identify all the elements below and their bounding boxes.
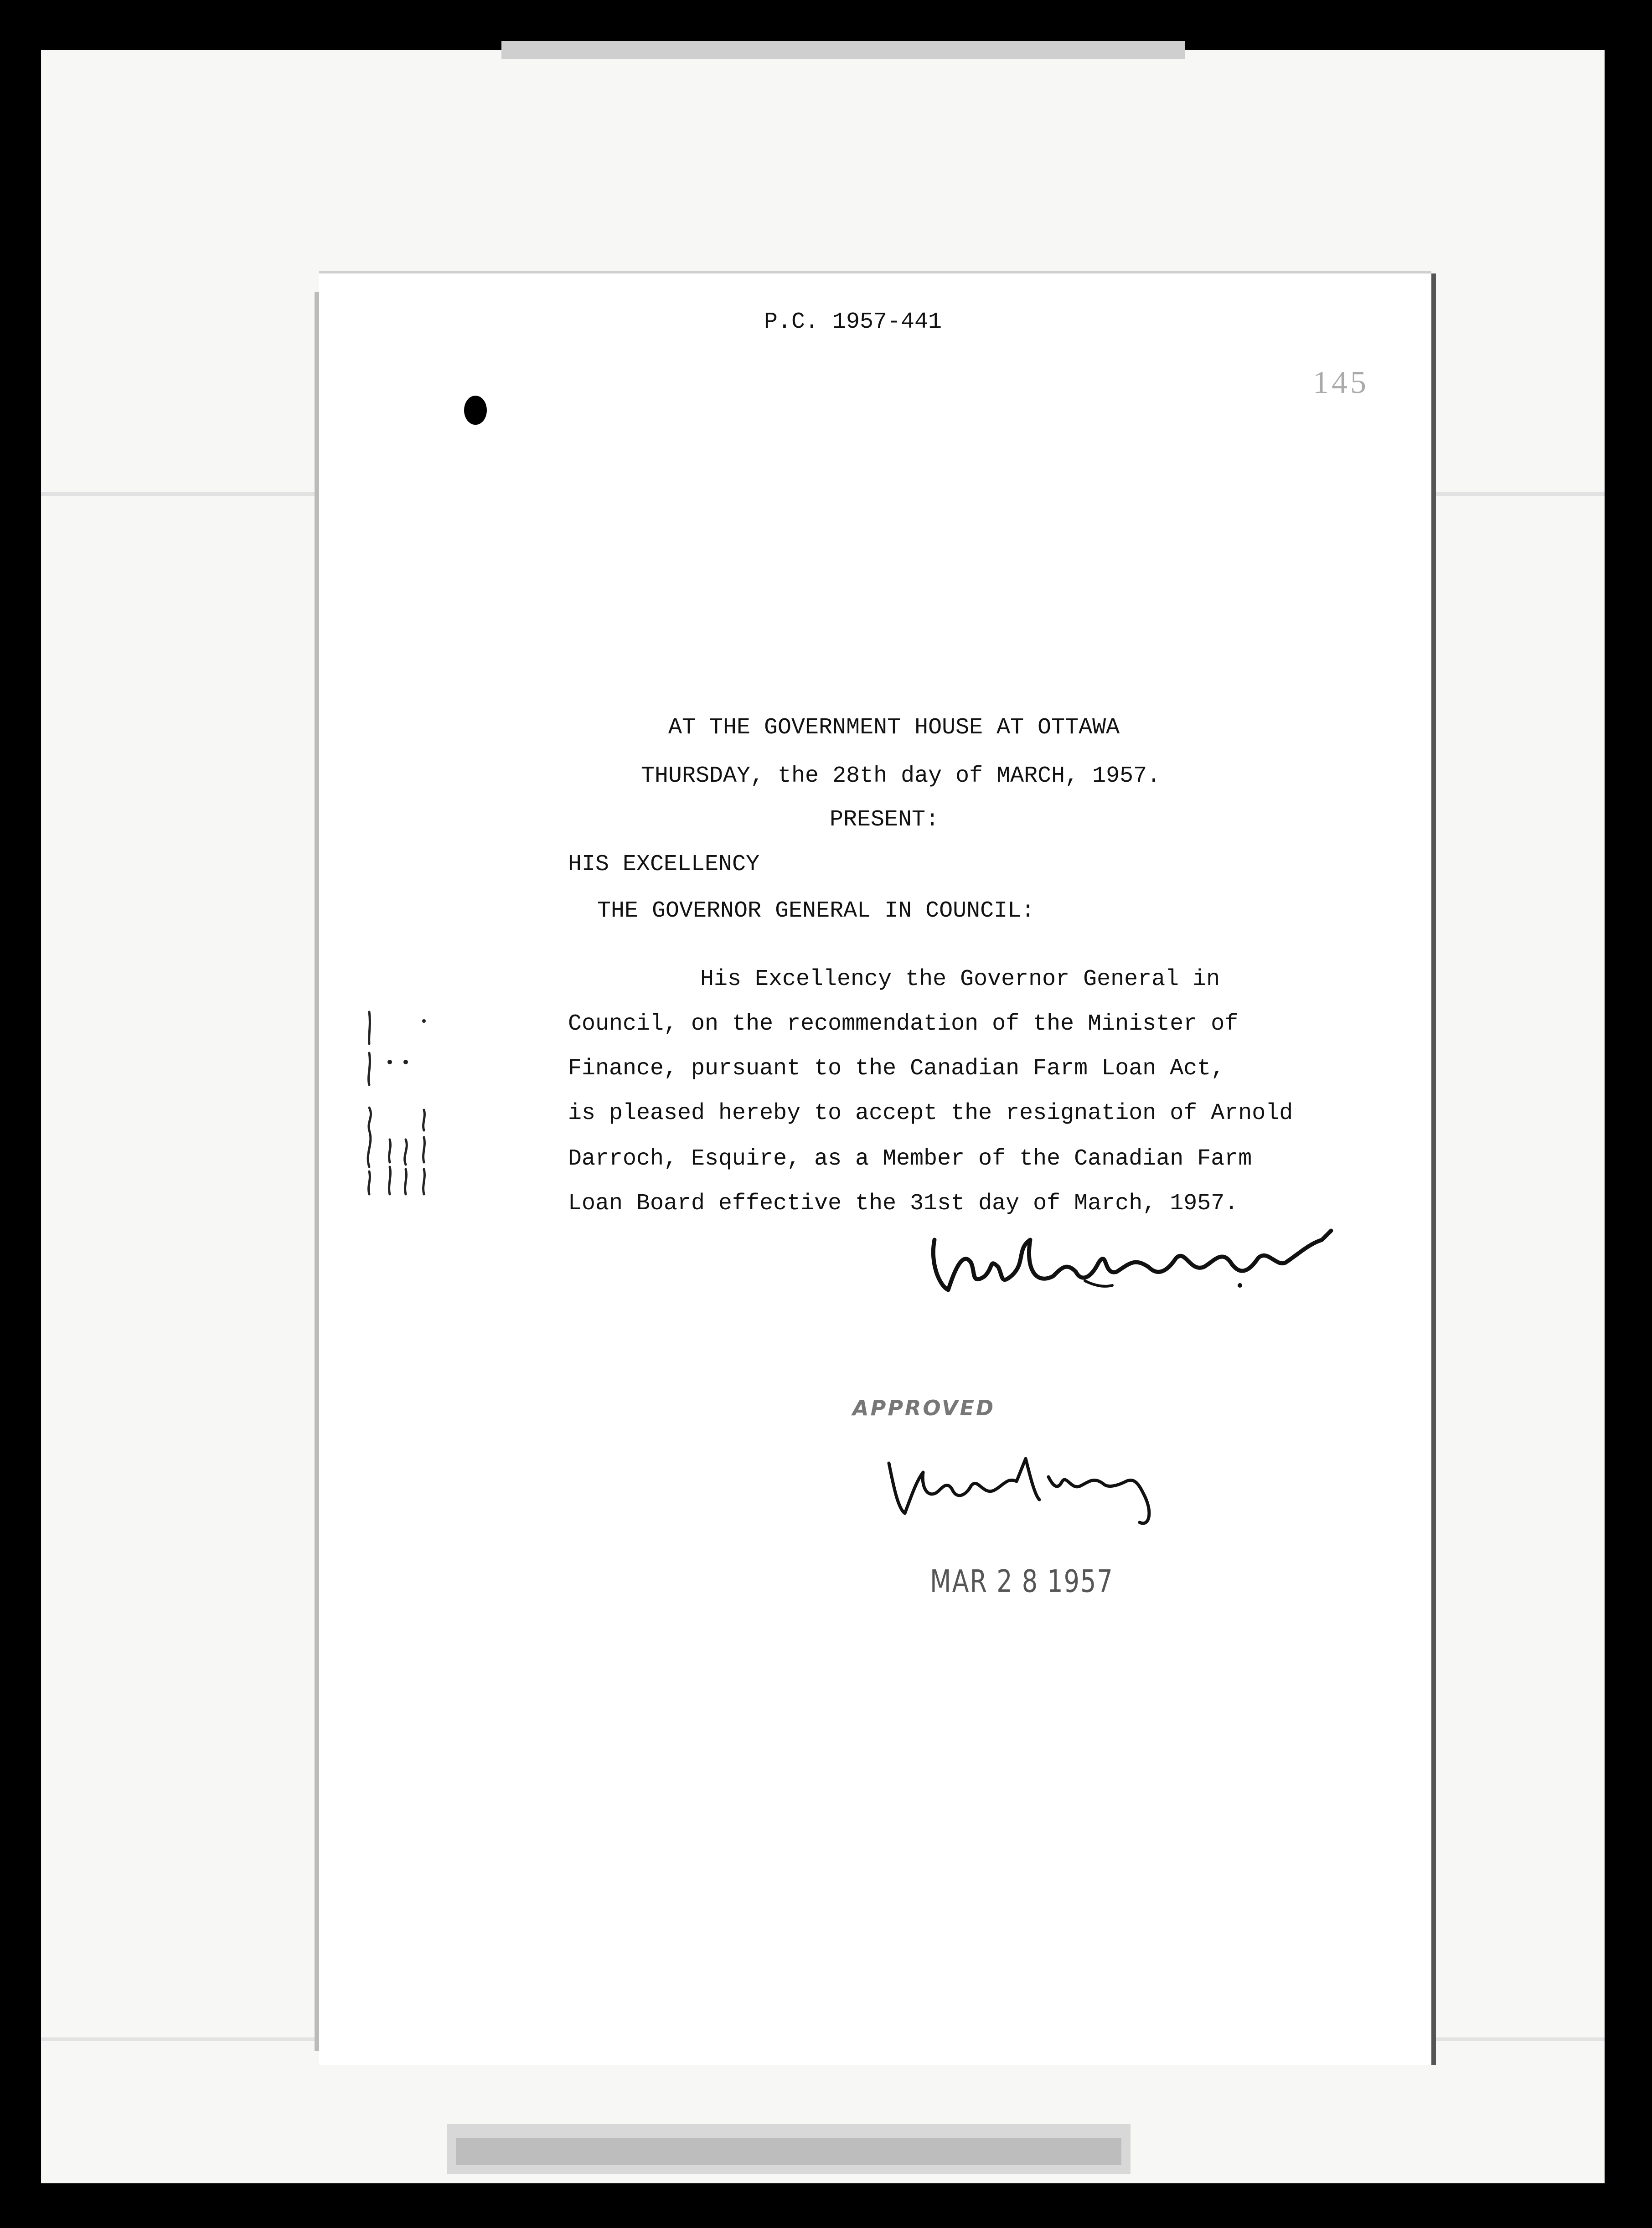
addressee-line-1: HIS EXCELLENCY	[568, 851, 760, 877]
handwritten-distribution-notes	[356, 994, 442, 1203]
addressee-line-2: THE GOVERNOR GENERAL IN COUNCIL:	[597, 898, 1035, 924]
body-line: is pleased hereby to accept the resignation of Arnold	[568, 1100, 1293, 1126]
date-stamp: MAR 2 8 1957	[930, 1563, 1114, 1599]
scan-edge-bottom-inner	[456, 2138, 1121, 2165]
scan-edge-top	[501, 41, 1185, 59]
punch-hole	[464, 396, 487, 425]
body-line: Council, on the recommendation of the Minister of	[568, 1011, 1239, 1037]
body-line: Finance, pursuant to the Canadian Farm Loan Act,	[568, 1056, 1225, 1082]
page-number: 145	[1313, 365, 1369, 400]
body-line: Darroch, Esquire, as a Member of the Canadian Farm	[568, 1146, 1252, 1172]
heading-date: THURSDAY, the 28th day of MARCH, 1957.	[641, 763, 1161, 789]
body-line: Loan Board effective the 31st day of March, 1957.	[568, 1191, 1239, 1217]
governor-general-signature	[880, 1449, 1172, 1532]
heading-present: PRESENT:	[830, 807, 940, 833]
heading-location: AT THE GOVERNMENT HOUSE AT OTTAWA	[668, 715, 1120, 741]
file-number: P.C. 1957-441	[764, 309, 942, 335]
approved-stamp: APPROVED	[852, 1396, 996, 1420]
clerk-signature	[921, 1222, 1340, 1304]
body-line: His Excellency the Governor General in	[700, 966, 1220, 992]
